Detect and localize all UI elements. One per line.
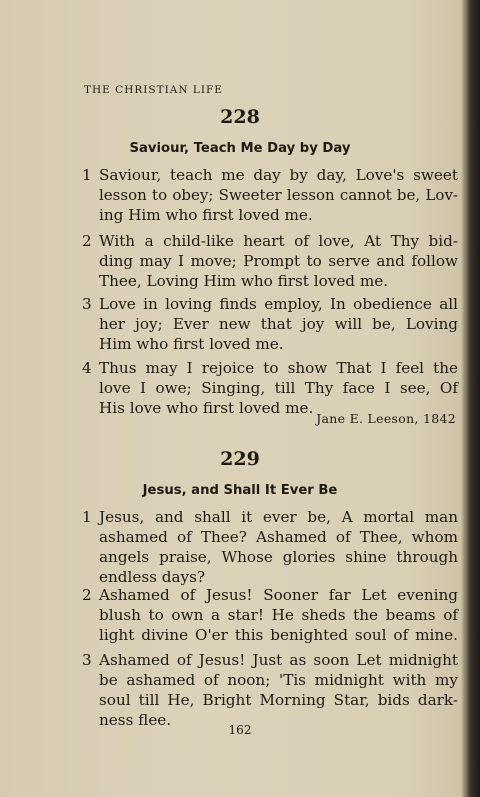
verse-line: Love in loving finds employ, In obedience all bbox=[99, 295, 458, 313]
hymn-title: Jesus, and Shall It Ever Be bbox=[142, 483, 338, 498]
page-number: 162 bbox=[228, 723, 252, 737]
verse-line: soul till He, Bright Morning Star, bids dark- bbox=[99, 691, 458, 709]
stanza-number: 3 bbox=[82, 295, 92, 313]
stanza bbox=[82, 358, 458, 418]
verse-line: Him who first loved me. bbox=[99, 335, 284, 353]
stanza bbox=[82, 650, 458, 730]
stanza bbox=[82, 507, 458, 587]
verse-line: ing Him who first loved me. bbox=[99, 206, 313, 224]
stanza bbox=[82, 585, 458, 645]
verse-line: light divine O'er this benighted soul of mine. bbox=[99, 626, 458, 644]
verse-line: His love who first loved me. bbox=[99, 399, 314, 417]
stanza bbox=[82, 231, 458, 291]
stanza-number: 2 bbox=[82, 586, 92, 604]
running-head: THE CHRISTIAN LIFE bbox=[84, 84, 223, 96]
verse-line: Ashamed of Jesus! Sooner far Let evening bbox=[99, 586, 458, 604]
stanza-number: 2 bbox=[82, 232, 92, 250]
verse-line: endless days? bbox=[99, 568, 206, 586]
verse-line: love I owe; Singing, till Thy face I see, Of bbox=[99, 379, 458, 397]
stanza bbox=[82, 165, 458, 225]
stanza-number: 1 bbox=[82, 508, 92, 526]
hymn-number: 228 bbox=[220, 106, 260, 128]
verse-line: Ashamed of Jesus! Just as soon Let midnight bbox=[99, 651, 458, 669]
verse-line: With a child-like heart of love, At Thy bid- bbox=[99, 232, 458, 250]
stanza bbox=[82, 294, 458, 354]
verse-line: blush to own a star! He sheds the beams of bbox=[99, 606, 458, 624]
verse-line: ness flee. bbox=[99, 711, 172, 729]
verse-line: lesson to obey; Sweeter lesson cannot be, Lov- bbox=[99, 186, 458, 204]
verse-line: Thus may I rejoice to show That I feel the bbox=[99, 359, 458, 377]
verse-line: angels praise, Whose glories shine through bbox=[99, 548, 458, 566]
stanza-number: 4 bbox=[82, 359, 92, 377]
stanza-number: 3 bbox=[82, 651, 92, 669]
verse-line: ding may I move; Prompt to serve and follow bbox=[99, 252, 458, 270]
verse-line: Thee, Loving Him who first loved me. bbox=[99, 272, 389, 290]
verse-line: Jesus, and shall it ever be, A mortal man bbox=[99, 508, 458, 526]
stanza-number: 1 bbox=[82, 166, 92, 184]
hymn-title: Saviour, Teach Me Day by Day bbox=[129, 141, 351, 156]
verse-line: ashamed of Thee? Ashamed of Thee, whom bbox=[99, 528, 458, 546]
verse-line: her joy; Ever new that joy will be, Loving bbox=[99, 315, 458, 333]
verse-line: Saviour, teach me day by day, Love's sweet bbox=[99, 166, 458, 184]
verse-line: be ashamed of noon; 'Tis midnight with my bbox=[99, 671, 458, 689]
hymn-number: 229 bbox=[220, 448, 260, 470]
hymn-attribution: Jane E. Leeson, 1842 bbox=[316, 411, 456, 426]
